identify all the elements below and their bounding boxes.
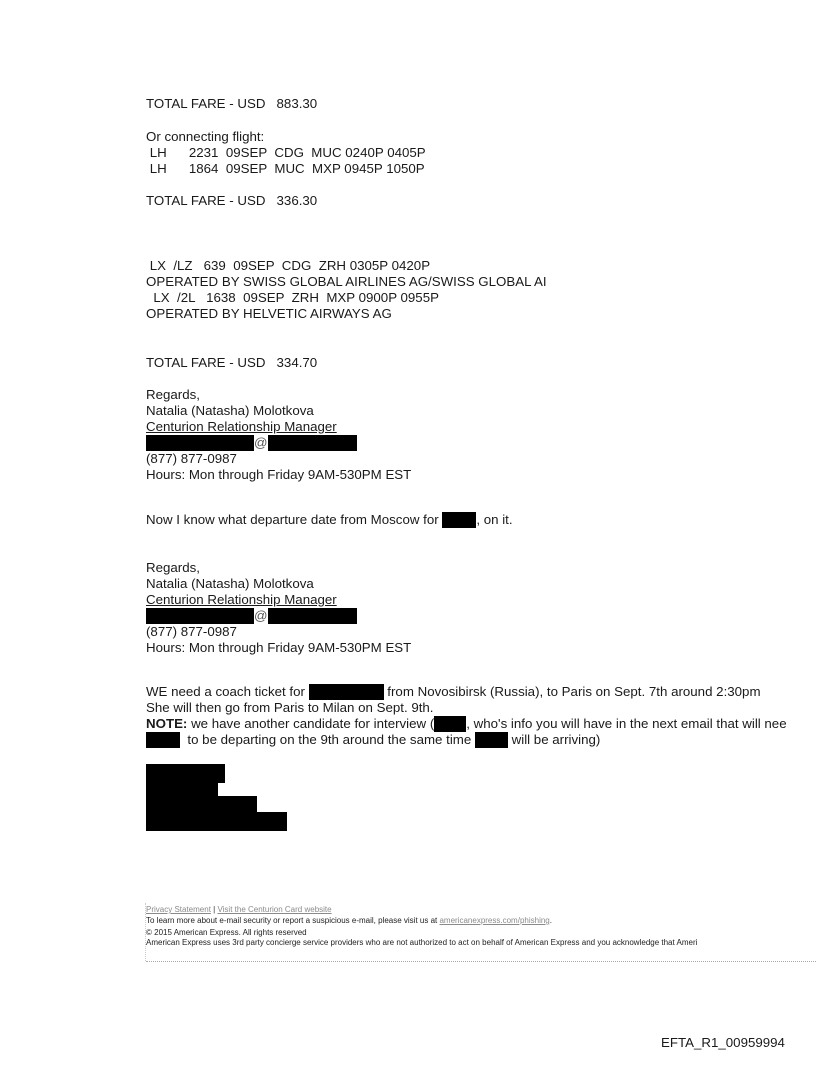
signature-title: Centurion Relationship Manager <box>146 419 337 434</box>
redaction <box>442 512 476 528</box>
signature-name-2: Natalia (Natasha) Molotkova <box>146 576 314 591</box>
redaction <box>146 812 287 831</box>
document-id: EFTA_R1_00959994 <box>661 1035 785 1050</box>
footer-links: Privacy Statement | Visit the Centurion Card website <box>146 905 332 914</box>
operated-by-swiss: OPERATED BY SWISS GLOBAL AIRLINES AG/SWISS GLOBAL AI <box>146 274 547 289</box>
footer-divider <box>146 961 816 962</box>
redaction <box>146 435 254 451</box>
request-line-1: WE need a coach ticket for from Novosibirsk (Russia), to Paris on Sept. 7th around 2:30pm <box>146 684 761 699</box>
footer-security: To learn more about e-mail security or report a suspicious e-mail, please visit us at americanexpress.com/phishing. <box>146 916 552 925</box>
flight-line-lx-639: LX /LZ 639 09SEP CDG ZRH 0305P 0420P <box>146 258 431 273</box>
signature-regards: Regards, <box>146 387 200 402</box>
footer-disclaimer: American Express uses 3rd party concierge service providers who are not authorized to act on behalf of American Express and you acknowledge that Ameri <box>146 938 698 947</box>
flight-line-lx-1638: LX /2L 1638 09SEP ZRH MXP 0900P 0955P <box>146 290 439 305</box>
phishing-link[interactable]: americanexpress.com/phishing <box>439 916 550 925</box>
total-fare-1: TOTAL FARE - USD 883.30 <box>146 96 318 111</box>
flight-line-lh-1864: LH 1864 09SEP MUC MXP 0945P 1050P <box>146 161 425 176</box>
signature-regards-2: Regards, <box>146 560 200 575</box>
signature-email <box>146 435 357 451</box>
signature-name: Natalia (Natasha) Molotkova <box>146 403 314 418</box>
privacy-statement-link[interactable]: Privacy Statement <box>146 905 211 914</box>
signature-email-2 <box>146 608 357 624</box>
email-at: @ <box>254 435 268 450</box>
email-at: @ <box>254 608 268 623</box>
redaction <box>146 780 218 796</box>
flight-line-lh-2231: LH 2231 09SEP CDG MUC 0240P 0405P <box>146 145 426 160</box>
request-line-2: She will then go from Paris to Milan on Sept. 9th. <box>146 700 434 715</box>
signature-phone: (877) 877-0987 <box>146 451 237 466</box>
signature-title-2: Centurion Relationship Manager <box>146 592 337 607</box>
redaction <box>309 684 384 700</box>
signature-phone-2: (877) 877-0987 <box>146 624 237 639</box>
redaction <box>146 608 254 624</box>
redaction <box>268 608 357 624</box>
request-line-3: NOTE: we have another candidate for interview ( , who's info you will have in the next email that will nee <box>146 716 787 731</box>
redaction <box>268 435 357 451</box>
footer-copyright: © 2015 American Express. All rights reserved <box>146 928 307 937</box>
signature-hours-2: Hours: Mon through Friday 9AM-530PM EST <box>146 640 412 655</box>
total-fare-3: TOTAL FARE - USD 334.70 <box>146 355 318 370</box>
signature-hours: Hours: Mon through Friday 9AM-530PM EST <box>146 467 412 482</box>
redaction <box>146 732 180 748</box>
note-label: NOTE: <box>146 716 188 731</box>
centurion-website-link[interactable]: Visit the Centurion Card website <box>217 905 332 914</box>
connecting-flight-heading: Or connecting flight: <box>146 129 265 144</box>
total-fare-2: TOTAL FARE - USD 336.30 <box>146 193 318 208</box>
moscow-line: Now I know what departure date from Moscow for , on it. <box>146 512 513 527</box>
redaction <box>434 716 466 732</box>
operated-by-helvetic: OPERATED BY HELVETIC AIRWAYS AG <box>146 306 392 321</box>
request-line-4: to be departing on the 9th around the same time will be arriving) <box>146 732 600 748</box>
redaction <box>475 732 508 748</box>
redaction <box>146 796 257 812</box>
